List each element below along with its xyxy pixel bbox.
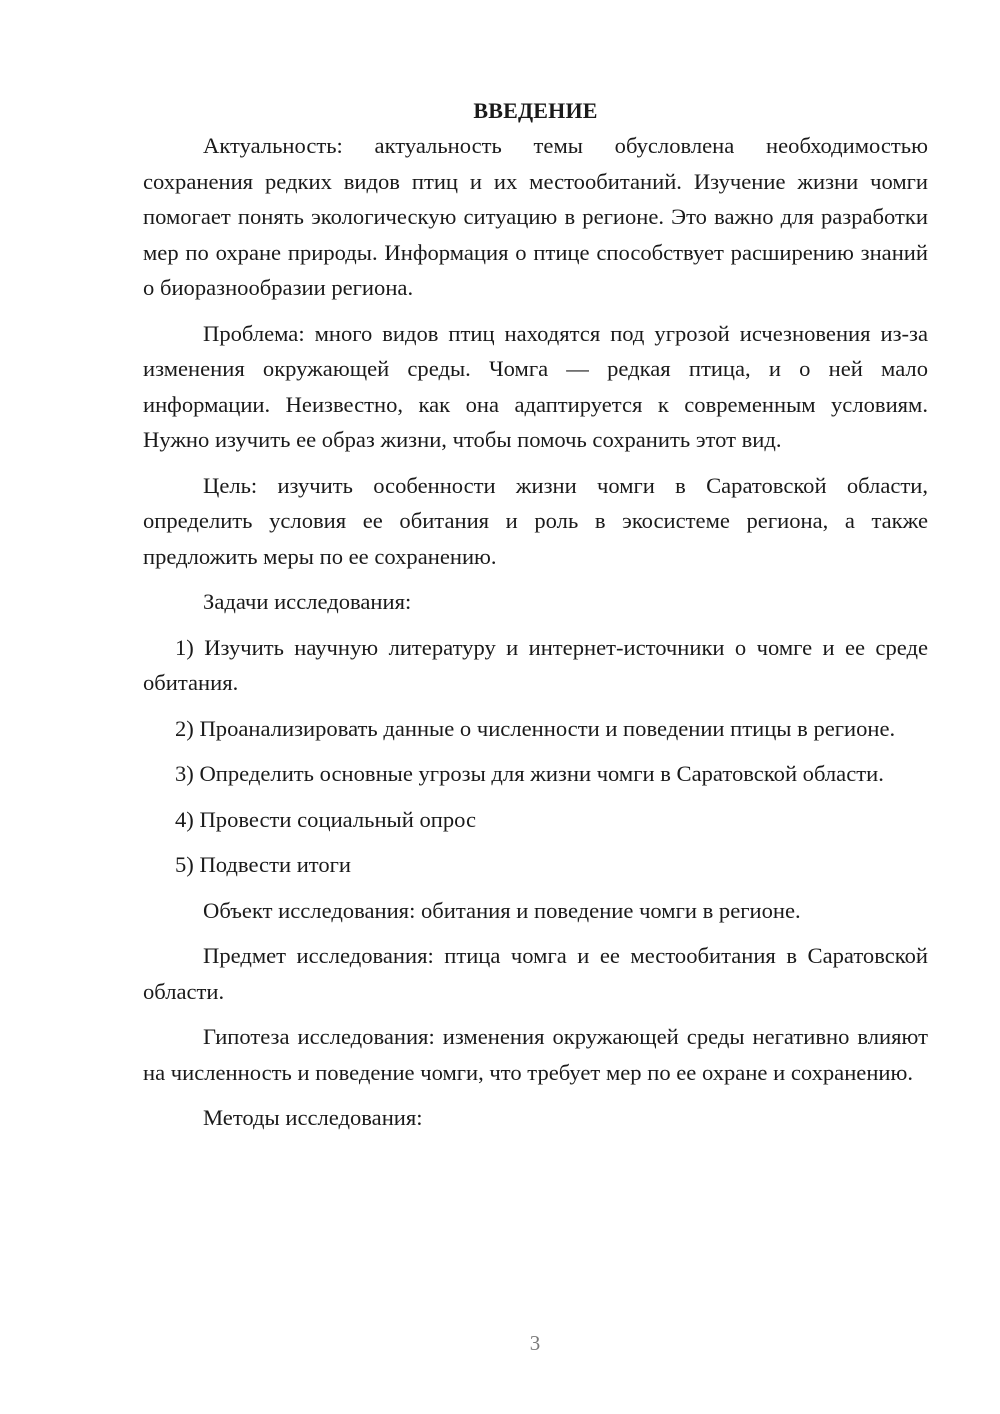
section-title: ВВЕДЕНИЕ (473, 98, 598, 123)
methods-heading: Методы исследования: (203, 1105, 423, 1130)
task-item-3: 3) Определить основные угрозы для жизни чомги в Саратовской области. (175, 761, 884, 786)
object-paragraph: Объект исследования: обитания и поведение чомги в регионе. (203, 897, 801, 923)
page-number: 3 (529, 1331, 541, 1355)
task-item-5: 5) Подвести итоги (175, 852, 352, 877)
task-item-4: 4) Провести социальный опрос (175, 806, 477, 832)
task-item-1: 1) Изучить научную литературу и интернет-источники о чомге и ее среде обитания. (143, 634, 928, 695)
problem-paragraph: Проблема: много видов птиц находятся под угрозой исчезновения из-за изменения окружающей среды. Чомга — редкая птица, и о ней мало информации. Неизвестно, как она адаптируется к современным условиям. Нужно изучить ее образ жизни, чтобы помочь сохранить этот вид. (143, 320, 928, 452)
task-item-2: 2) Проанализировать данные о численности и поведении птицы в регионе. (175, 715, 896, 741)
tasks-heading: Задачи исследования: (203, 589, 412, 614)
document-page (143, 93, 928, 1136)
goal-paragraph: Цель: изучить особенности жизни чомги в Саратовской области, определить условия ее обитания и роль в экосистеме региона, а также предложить меры по ее сохранению. (143, 472, 928, 569)
subject-paragraph: Предмет исследования: птица чомга и ее местообитания в Саратовской области. (143, 943, 928, 1004)
hypothesis-paragraph: Гипотеза исследования: изменения окружающей среды негативно влияют на численность и поведение чомги, что требует мер по ее охране и сохранению. (143, 1024, 928, 1085)
relevance-paragraph: Актуальность: актуальность темы обусловлена необходимостью сохранения редких видов птиц и их местообитаний. Изучение жизни чомги помогает понять экологическую ситуацию в регионе. Это важно для разработки мер по охране природы. Информация о птице способствует расширению знаний о биоразнообразии региона. (143, 133, 928, 300)
